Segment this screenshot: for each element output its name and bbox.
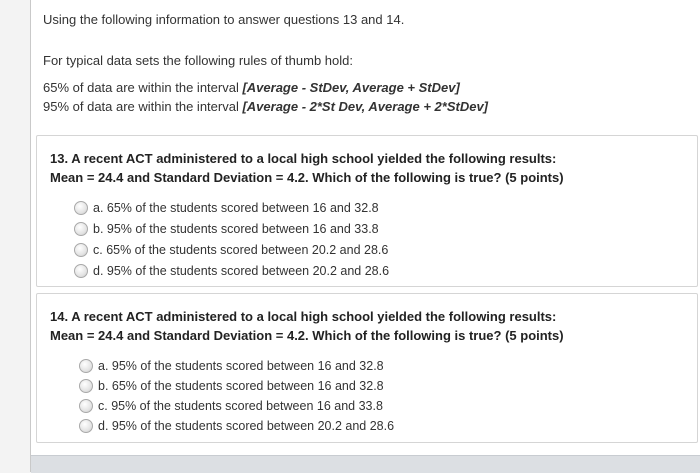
option-d[interactable]	[74, 262, 389, 280]
rule-65	[43, 80, 460, 95]
option-d[interactable]	[79, 417, 394, 435]
rule-95	[43, 99, 488, 114]
option-label: c. 65% of the students scored between 20.2 and 28.6	[93, 243, 389, 257]
footer-bar	[31, 455, 700, 473]
rule-prefix: 65% of data are within the interval	[43, 80, 243, 95]
radio-button[interactable]	[74, 243, 88, 257]
radio-button[interactable]	[79, 399, 93, 413]
radio-button[interactable]	[79, 379, 93, 393]
radio-button[interactable]	[79, 359, 93, 373]
option-b[interactable]	[74, 220, 379, 238]
quiz-page	[30, 0, 700, 472]
rule-formula: [Average - StDev, Average + StDev]	[242, 80, 460, 95]
option-label: b. 95% of the students scored between 16 and 33.8	[93, 222, 379, 236]
rules-heading: For typical data sets the following rules of thumb hold:	[43, 53, 353, 68]
question-text-line2: Mean = 24.4 and Standard Deviation = 4.2. Which of the following is true? (5 points)	[50, 328, 564, 343]
rule-prefix: 95% of data are within the interval	[43, 99, 243, 114]
question-text-line1: 14. A recent ACT administered to a local high school yielded the following results:	[50, 309, 557, 324]
option-label: a. 65% of the students scored between 16 and 32.8	[93, 201, 379, 215]
radio-button[interactable]	[74, 264, 88, 278]
intro-text: Using the following information to answer questions 13 and 14.	[43, 12, 405, 27]
question-13	[36, 135, 698, 287]
option-label: b. 65% of the students scored between 16 and 32.8	[98, 379, 384, 393]
rule-formula: [Average - 2*St Dev, Average + 2*StDev]	[242, 99, 489, 114]
radio-button[interactable]	[74, 201, 88, 215]
option-b[interactable]	[79, 377, 384, 395]
question-14	[36, 293, 698, 443]
radio-button[interactable]	[79, 419, 93, 433]
option-c[interactable]	[79, 397, 383, 415]
option-a[interactable]	[74, 199, 379, 217]
radio-button[interactable]	[74, 222, 88, 236]
option-c[interactable]	[74, 241, 388, 259]
option-label: d. 95% of the students scored between 20.2 and 28.6	[98, 419, 395, 433]
question-text-line2: Mean = 24.4 and Standard Deviation = 4.2. Which of the following is true? (5 points)	[50, 170, 564, 185]
option-label: a. 95% of the students scored between 16 and 32.8	[98, 359, 384, 373]
question-text-line1: 13. A recent ACT administered to a local high school yielded the following results:	[50, 151, 557, 166]
option-label: d. 95% of the students scored between 20.2 and 28.6	[93, 264, 390, 278]
option-a[interactable]	[79, 357, 384, 375]
option-label: c. 95% of the students scored between 16 and 33.8	[98, 399, 383, 413]
